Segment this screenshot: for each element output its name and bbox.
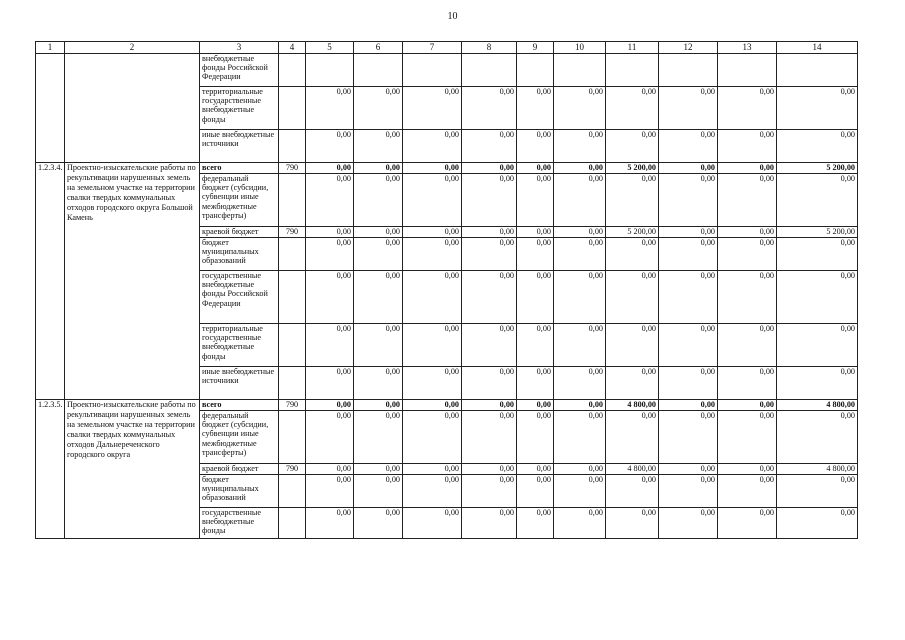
- value-cell: 0,00: [403, 227, 462, 238]
- column-header: 3: [200, 42, 279, 54]
- value-cell: 0,00: [554, 163, 606, 174]
- funding-source-cell: государственные внебюджетные фонды: [200, 508, 279, 539]
- value-cell: [517, 54, 554, 87]
- value-cell: 0,00: [462, 174, 517, 227]
- value-cell: 0,00: [306, 367, 354, 400]
- value-cell: 0,00: [354, 411, 403, 464]
- value-cell: 0,00: [354, 324, 403, 367]
- value-cell: [718, 54, 777, 87]
- activity-number-cell: [36, 54, 65, 163]
- value-cell: 0,00: [306, 238, 354, 271]
- value-cell: 0,00: [462, 400, 517, 411]
- value-cell: 0,00: [354, 508, 403, 539]
- value-cell: 0,00: [517, 174, 554, 227]
- value-cell: 0,00: [306, 508, 354, 539]
- value-cell: 0,00: [517, 411, 554, 464]
- activity-number: 1.2.3.4.: [36, 163, 65, 400]
- value-cell: 0,00: [659, 324, 718, 367]
- code-cell: [279, 324, 306, 367]
- table-body: [36, 42, 858, 539]
- value-cell: 0,00: [606, 508, 659, 539]
- value-cell: 0,00: [554, 238, 606, 271]
- funding-source-cell: федеральный бюджет (субсидии, субвенции иные межбюджетные трансферты): [200, 174, 279, 227]
- value-cell: 0,00: [517, 87, 554, 130]
- value-cell: 0,00: [517, 238, 554, 271]
- value-cell: 0,00: [354, 130, 403, 163]
- value-cell: 0,00: [777, 324, 858, 367]
- budget-table: [35, 41, 858, 539]
- value-cell: 0,00: [554, 271, 606, 324]
- value-cell: 5 200,00: [606, 163, 659, 174]
- funding-source-cell: федеральный бюджет (субсидии, субвенции иные межбюджетные трансферты): [200, 411, 279, 464]
- value-cell: [403, 54, 462, 87]
- value-cell: 0,00: [403, 464, 462, 475]
- value-cell: 0,00: [403, 174, 462, 227]
- value-cell: 0,00: [606, 130, 659, 163]
- value-cell: 0,00: [554, 87, 606, 130]
- value-cell: 0,00: [718, 475, 777, 508]
- funding-source-cell: территориальные государственные внебюджетные фонды: [200, 87, 279, 130]
- value-cell: 0,00: [777, 475, 858, 508]
- value-cell: 0,00: [462, 227, 517, 238]
- activity-name: Проектно-изыскательские работы по рекультивации нарушенных земель на земельном участке на территории свалки твердых коммунальных отходов Дальнереченского городского округа: [65, 400, 200, 539]
- value-cell: 0,00: [554, 411, 606, 464]
- value-cell: 0,00: [462, 87, 517, 130]
- value-cell: 0,00: [517, 508, 554, 539]
- value-cell: 0,00: [354, 174, 403, 227]
- value-cell: 0,00: [659, 464, 718, 475]
- funding-source-cell: всего: [200, 163, 279, 174]
- value-cell: 0,00: [306, 271, 354, 324]
- value-cell: 0,00: [718, 464, 777, 475]
- table-row: [36, 163, 858, 174]
- value-cell: 0,00: [777, 87, 858, 130]
- value-cell: 0,00: [718, 163, 777, 174]
- activity-number: 1.2.3.5.: [36, 400, 65, 539]
- value-cell: 0,00: [403, 130, 462, 163]
- value-cell: 0,00: [606, 475, 659, 508]
- column-header: 7: [403, 42, 462, 54]
- value-cell: 0,00: [659, 227, 718, 238]
- column-header: 1: [36, 42, 65, 54]
- value-cell: 0,00: [462, 324, 517, 367]
- value-cell: 0,00: [606, 367, 659, 400]
- value-cell: 0,00: [354, 227, 403, 238]
- value-cell: 0,00: [403, 271, 462, 324]
- value-cell: 0,00: [718, 400, 777, 411]
- value-cell: 0,00: [354, 475, 403, 508]
- value-cell: 0,00: [354, 400, 403, 411]
- value-cell: 0,00: [718, 271, 777, 324]
- value-cell: 0,00: [306, 475, 354, 508]
- code-cell: 790: [279, 163, 306, 174]
- value-cell: [354, 54, 403, 87]
- value-cell: 0,00: [777, 130, 858, 163]
- value-cell: 0,00: [462, 508, 517, 539]
- column-header: 12: [659, 42, 718, 54]
- value-cell: 0,00: [403, 367, 462, 400]
- code-cell: [279, 130, 306, 163]
- value-cell: 5 200,00: [606, 227, 659, 238]
- value-cell: 4 800,00: [606, 464, 659, 475]
- value-cell: 5 200,00: [777, 227, 858, 238]
- value-cell: 0,00: [659, 130, 718, 163]
- table-row: [36, 400, 858, 411]
- value-cell: 4 800,00: [606, 400, 659, 411]
- value-cell: [306, 54, 354, 87]
- code-cell: [279, 367, 306, 400]
- column-header: 10: [554, 42, 606, 54]
- value-cell: 0,00: [718, 324, 777, 367]
- value-cell: 0,00: [554, 464, 606, 475]
- value-cell: 0,00: [517, 271, 554, 324]
- code-cell: [279, 238, 306, 271]
- value-cell: 0,00: [517, 130, 554, 163]
- value-cell: 0,00: [354, 464, 403, 475]
- value-cell: 0,00: [306, 174, 354, 227]
- activity-name: Проектно-изыскательские работы по рекультивации нарушенных земель на земельном участке на территории свалки твердых коммунальных отходов городского округа Большой Камень: [65, 163, 200, 400]
- page-number: 10: [447, 11, 458, 22]
- value-cell: 0,00: [606, 324, 659, 367]
- value-cell: 0,00: [403, 324, 462, 367]
- value-cell: 0,00: [554, 508, 606, 539]
- column-header: 4: [279, 42, 306, 54]
- value-cell: 5 200,00: [777, 163, 858, 174]
- value-cell: 0,00: [517, 367, 554, 400]
- value-cell: 0,00: [517, 324, 554, 367]
- value-cell: 0,00: [403, 411, 462, 464]
- value-cell: 0,00: [606, 87, 659, 130]
- value-cell: [606, 54, 659, 87]
- code-cell: 790: [279, 227, 306, 238]
- value-cell: 0,00: [554, 174, 606, 227]
- column-header: 6: [354, 42, 403, 54]
- value-cell: 0,00: [517, 475, 554, 508]
- value-cell: 0,00: [606, 174, 659, 227]
- column-header: 13: [718, 42, 777, 54]
- column-header: 8: [462, 42, 517, 54]
- value-cell: [659, 54, 718, 87]
- value-cell: 4 800,00: [777, 464, 858, 475]
- code-cell: [279, 475, 306, 508]
- value-cell: 0,00: [554, 324, 606, 367]
- value-cell: 0,00: [403, 475, 462, 508]
- value-cell: 0,00: [554, 475, 606, 508]
- value-cell: [777, 54, 858, 87]
- value-cell: 0,00: [777, 271, 858, 324]
- table-row: [36, 54, 858, 87]
- column-number-row: [36, 42, 858, 54]
- value-cell: 0,00: [403, 238, 462, 271]
- value-cell: 0,00: [354, 367, 403, 400]
- value-cell: 0,00: [718, 508, 777, 539]
- value-cell: 0,00: [554, 400, 606, 411]
- value-cell: 0,00: [554, 367, 606, 400]
- value-cell: 0,00: [462, 475, 517, 508]
- value-cell: 0,00: [659, 367, 718, 400]
- value-cell: 0,00: [718, 130, 777, 163]
- value-cell: 0,00: [606, 411, 659, 464]
- value-cell: 0,00: [462, 163, 517, 174]
- column-header: 14: [777, 42, 858, 54]
- value-cell: 0,00: [306, 130, 354, 163]
- funding-source-cell: государственные внебюджетные фонды Российской Федерации: [200, 271, 279, 324]
- funding-source-cell: иные внебюджетные источники: [200, 367, 279, 400]
- value-cell: 0,00: [659, 411, 718, 464]
- value-cell: 0,00: [659, 271, 718, 324]
- funding-source-cell: краевой бюджет: [200, 227, 279, 238]
- value-cell: 0,00: [718, 227, 777, 238]
- funding-source-cell: внебюджетные фонды Российской Федерации: [200, 54, 279, 87]
- value-cell: 0,00: [777, 508, 858, 539]
- value-cell: 0,00: [659, 87, 718, 130]
- value-cell: 0,00: [777, 411, 858, 464]
- funding-source-cell: бюджет муниципальных образований: [200, 238, 279, 271]
- code-cell: [279, 174, 306, 227]
- value-cell: 0,00: [659, 475, 718, 508]
- column-header: 9: [517, 42, 554, 54]
- value-cell: 0,00: [606, 238, 659, 271]
- value-cell: 0,00: [659, 400, 718, 411]
- value-cell: 0,00: [517, 464, 554, 475]
- value-cell: 0,00: [403, 163, 462, 174]
- code-cell: 790: [279, 400, 306, 411]
- code-cell: 790: [279, 464, 306, 475]
- value-cell: 0,00: [659, 174, 718, 227]
- value-cell: 0,00: [718, 411, 777, 464]
- column-header: 5: [306, 42, 354, 54]
- value-cell: 0,00: [659, 163, 718, 174]
- value-cell: 0,00: [354, 238, 403, 271]
- activity-name-cell: [65, 54, 200, 163]
- value-cell: 0,00: [517, 227, 554, 238]
- value-cell: 0,00: [718, 238, 777, 271]
- code-cell: [279, 411, 306, 464]
- value-cell: 0,00: [403, 400, 462, 411]
- value-cell: 0,00: [306, 411, 354, 464]
- value-cell: 0,00: [554, 130, 606, 163]
- column-header: 11: [606, 42, 659, 54]
- value-cell: 0,00: [306, 324, 354, 367]
- value-cell: 0,00: [306, 163, 354, 174]
- value-cell: 0,00: [462, 238, 517, 271]
- value-cell: 0,00: [462, 411, 517, 464]
- column-header: 2: [65, 42, 200, 54]
- value-cell: 0,00: [354, 271, 403, 324]
- code-cell: [279, 508, 306, 539]
- value-cell: 0,00: [777, 367, 858, 400]
- value-cell: 0,00: [718, 87, 777, 130]
- value-cell: 0,00: [777, 174, 858, 227]
- value-cell: 0,00: [718, 174, 777, 227]
- funding-source-cell: бюджет муниципальных образований: [200, 475, 279, 508]
- value-cell: 0,00: [659, 508, 718, 539]
- value-cell: 0,00: [462, 271, 517, 324]
- value-cell: 0,00: [462, 367, 517, 400]
- value-cell: 0,00: [306, 464, 354, 475]
- value-cell: [462, 54, 517, 87]
- value-cell: 0,00: [306, 227, 354, 238]
- code-cell: [279, 54, 306, 87]
- funding-source-cell: краевой бюджет: [200, 464, 279, 475]
- funding-source-cell: всего: [200, 400, 279, 411]
- value-cell: 0,00: [462, 130, 517, 163]
- value-cell: 0,00: [306, 87, 354, 130]
- value-cell: 0,00: [777, 238, 858, 271]
- code-cell: [279, 271, 306, 324]
- value-cell: 0,00: [354, 163, 403, 174]
- funding-source-cell: территориальные государственные внебюджетные фонды: [200, 324, 279, 367]
- value-cell: [554, 54, 606, 87]
- value-cell: 0,00: [554, 227, 606, 238]
- code-cell: [279, 87, 306, 130]
- value-cell: 0,00: [306, 400, 354, 411]
- value-cell: 0,00: [517, 400, 554, 411]
- funding-source-cell: иные внебюджетные источники: [200, 130, 279, 163]
- value-cell: 0,00: [659, 238, 718, 271]
- value-cell: 0,00: [354, 87, 403, 130]
- value-cell: 4 800,00: [777, 400, 858, 411]
- value-cell: 0,00: [403, 508, 462, 539]
- value-cell: 0,00: [606, 271, 659, 324]
- value-cell: 0,00: [718, 367, 777, 400]
- value-cell: 0,00: [517, 163, 554, 174]
- value-cell: 0,00: [462, 464, 517, 475]
- value-cell: 0,00: [403, 87, 462, 130]
